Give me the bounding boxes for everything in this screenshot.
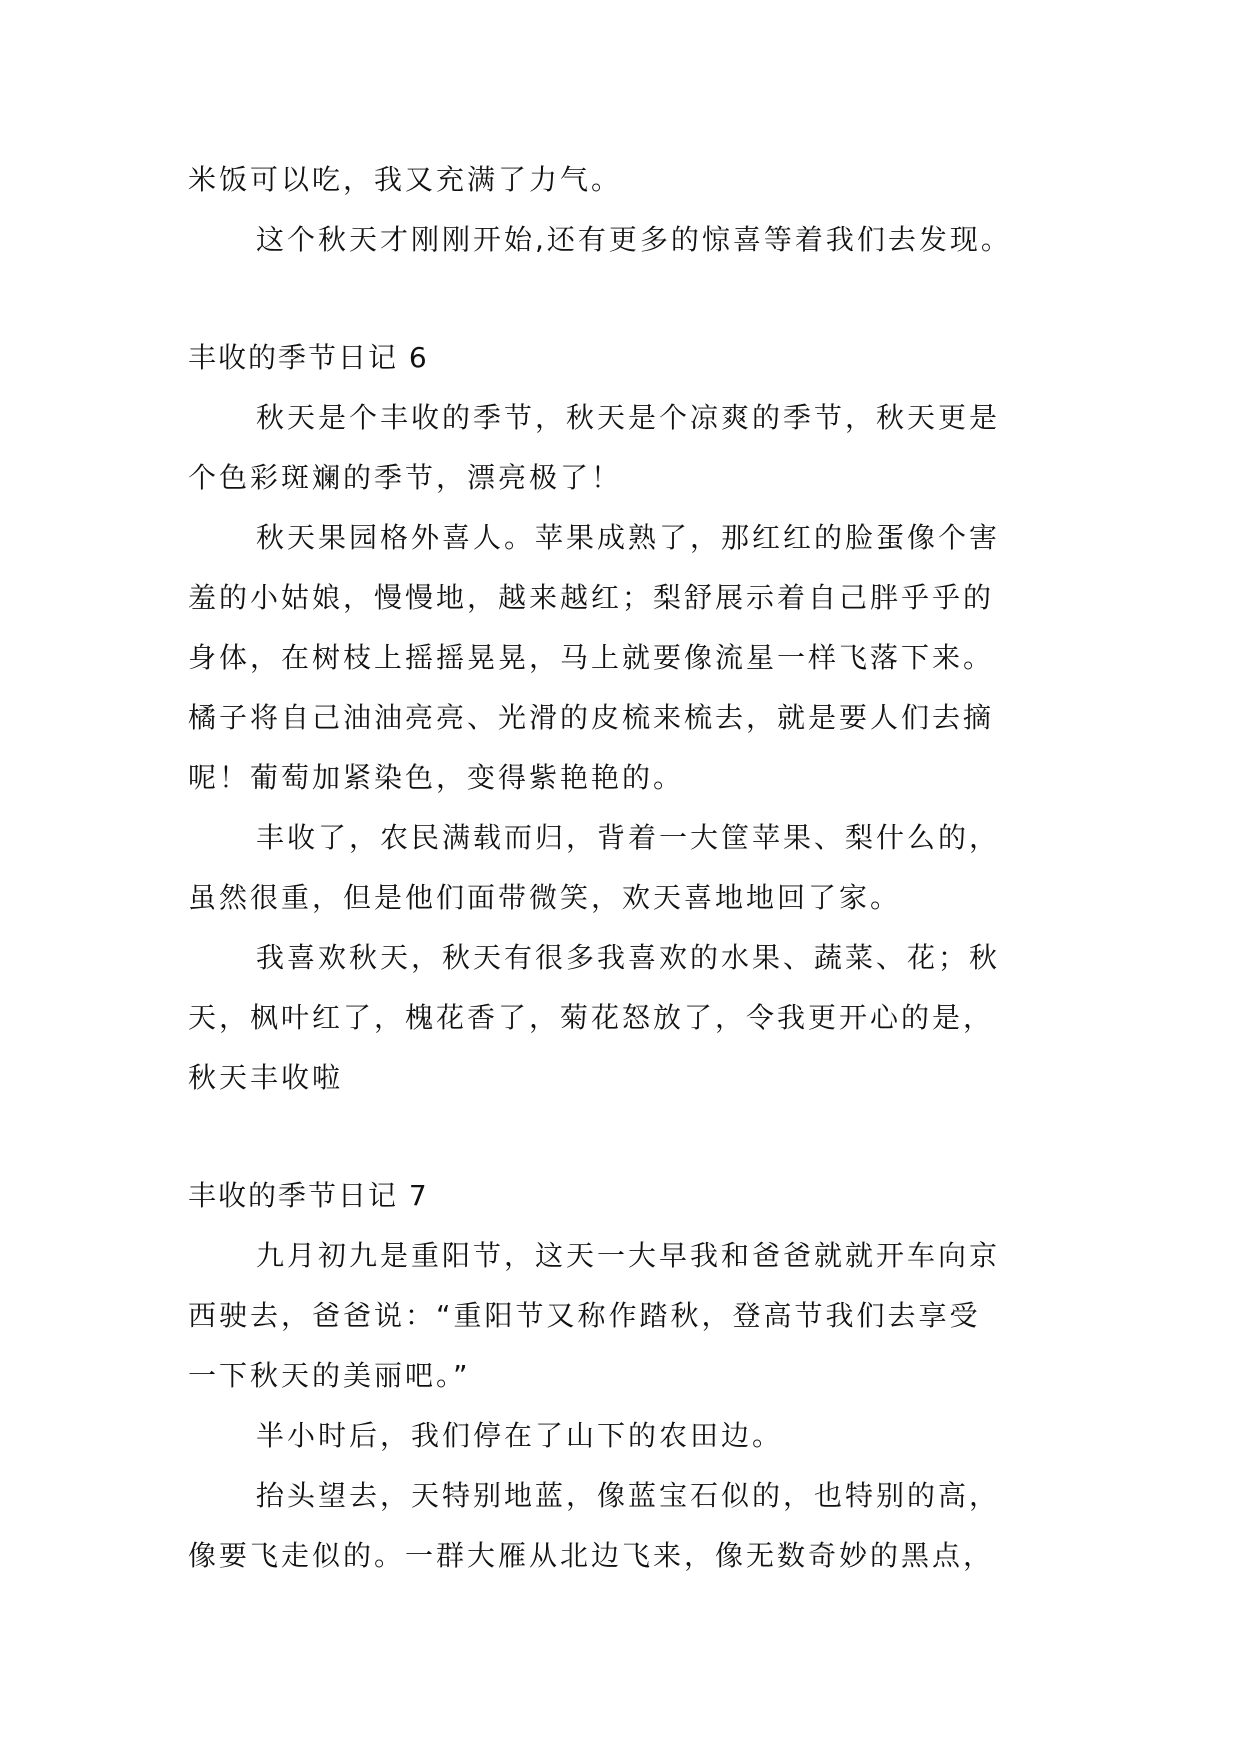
- paragraph-line: 一下秋天的美丽吧。”: [188, 1359, 471, 1392]
- paragraph-line: 身体，在树枝上摇摇晃晃，马上就要像流星一样飞落下来。: [188, 641, 995, 674]
- paragraph-line: 丰收了，农民满载而归，背着一大筐苹果、梨什么的，: [256, 821, 1001, 854]
- paragraph-line: 这个秋天才刚刚开始,还有更多的惊喜等着我们去发现。: [256, 223, 1012, 256]
- paragraph-line: 像要飞走似的。一群大雁从北边飞来，像无数奇妙的黑点，: [188, 1539, 995, 1572]
- paragraph-line: 抬头望去，天特别地蓝，像蓝宝石似的，也特别的高，: [256, 1479, 1001, 1512]
- section-heading-6: 丰收的季节日记 6: [188, 341, 429, 374]
- section-heading-7: 丰收的季节日记 7: [188, 1179, 429, 1212]
- section-spacer: [188, 1108, 1088, 1166]
- paragraph-line: 呢！葡萄加紧染色，变得紫艳艳的。: [188, 761, 685, 794]
- paragraph-line: 秋天是个丰收的季节，秋天是个凉爽的季节，秋天更是: [256, 401, 1001, 434]
- document-body: [188, 150, 1088, 1586]
- paragraph-line: 天，枫叶红了，槐花香了，菊花怒放了，令我更开心的是，: [188, 1001, 995, 1034]
- paragraph-line: 橘子将自己油油亮亮、光滑的皮梳来梳去，就是要人们去摘: [188, 701, 995, 734]
- paragraph-line: 虽然很重，但是他们面带微笑，欢天喜地地回了家。: [188, 881, 902, 914]
- paragraph-line: 我喜欢秋天，秋天有很多我喜欢的水果、蔬菜、花；秋: [256, 941, 1001, 974]
- paragraph-line: 羞的小姑娘，慢慢地，越来越红；梨舒展示着自己胖乎乎的: [188, 581, 995, 614]
- paragraph-line: 秋天丰收啦: [188, 1061, 344, 1094]
- paragraph-line: 半小时后，我们停在了山下的农田边。: [256, 1419, 784, 1452]
- paragraph-line: 米饭可以吃，我又充满了力气。: [188, 163, 623, 196]
- paragraph-line: 西驶去，爸爸说：“重阳节又称作踏秋，登高节我们去享受: [188, 1299, 981, 1332]
- section-spacer: [188, 270, 1088, 328]
- paragraph-line: 秋天果园格外喜人。苹果成熟了，那红红的脸蛋像个害: [256, 521, 1001, 554]
- paragraph-line: 九月初九是重阳节，这天一大早我和爸爸就就开车向京: [256, 1239, 1001, 1272]
- paragraph-line: 个色彩斑斓的季节，漂亮极了！: [188, 461, 623, 494]
